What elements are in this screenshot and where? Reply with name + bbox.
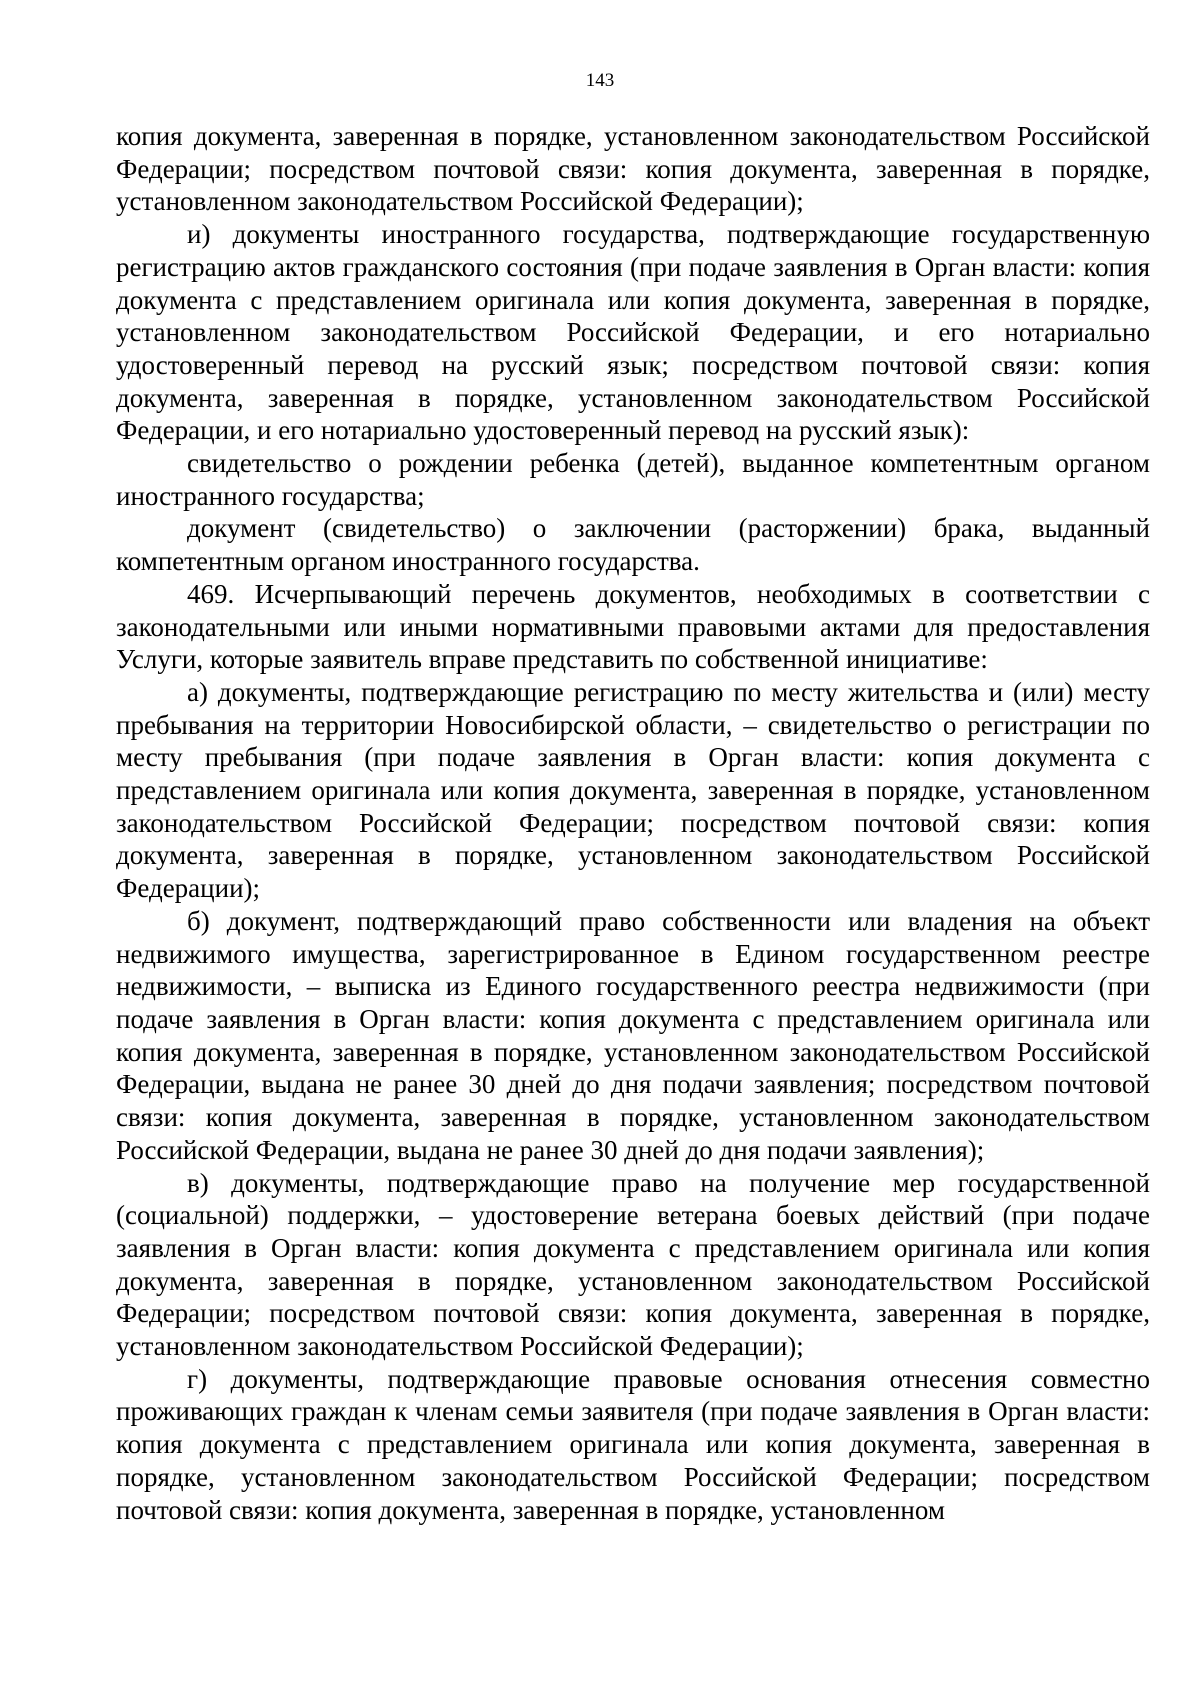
paragraph: и) документы иностранного государства, подтверждающие государственную регистрацию актов гражданского состояния (при подаче заявления в Орган власти: копия документа с представлением оригинала или копия документа, заверенная в порядке, установленном законодательством Российской Федерации, и его нотариально удостоверенный перевод на русский язык; посредством почтовой связи: копия документа, заверенная в порядке, установленном законодательством Российской Федерации, и его нотариально удостоверенный перевод на русский язык): (116, 219, 1150, 446)
paragraph: 469. Исчерпывающий перечень документов, необходимых в соответствии с законодательными или иными нормативными правовыми актами для предоставления Услуги, которые заявитель вправе представить по собственной инициативе: (116, 578, 1150, 675)
paragraph: а) документы, подтверждающие регистрацию по месту жительства и (или) месту пребывания на территории Новосибирской области, – свидетельство о регистрации по месту пребывания (при подаче заявления в Орган власти: копия документа с представлением оригинала или копия документа, заверенная в порядке, установленном законодательством Российской Федерации; посредством почтовой связи: копия документа, заверенная в порядке, установленном законодательством Российской Федерации); (116, 676, 1150, 904)
paragraph: б) документ, подтверждающий право собственности или владения на объект недвижимого имущества, зарегистрированное в Едином государственном реестре недвижимости, – выписка из Единого государственного реестра недвижимости (при подаче заявления в Орган власти: копия документа с представлением оригинала или копия документа, заверенная в порядке, установленном законодательством Российской Федерации, выдана не ранее 30 дней до дня подачи заявления; посредством почтовой связи: копия документа, заверенная в порядке, установленном законодательством Российской Федерации, выдана не ранее 30 дней до дня подачи заявления); (116, 905, 1150, 1165)
paragraph: копия документа, заверенная в порядке, установленном законодательством Российской Федерации; посредством почтовой связи: копия документа, заверенная в порядке, установленном законодательством Российской Федерации); (116, 121, 1150, 217)
paragraph: документ (свидетельство) о заключении (расторжении) брака, выданный компетентным органом иностранного государства. (116, 513, 1150, 577)
page-number: 143 (585, 70, 615, 91)
paragraph: в) документы, подтверждающие право на получение мер государственной (социальной) поддержки, – удостоверение ветерана боевых действий (при подаче заявления в Орган власти: копия документа с представлением оригинала или копия документа, заверенная в порядке, установленном законодательством Российской Федерации; посредством почтовой связи: копия документа, заверенная в порядке, установленном законодательством Российской Федерации); (116, 1167, 1150, 1362)
paragraph: свидетельство о рождении ребенка (детей), выданное компетентным органом иностранного государства; (116, 448, 1150, 511)
paragraph: г) документы, подтверждающие правовые основания отнесения совместно проживающих граждан к членам семьи заявителя (при подаче заявления в Орган власти: копия документа с представлением оригинала или копия документа, заверенная в порядке, установленном законодательством Российской Федерации; посредством почтовой связи: копия документа, заверенная в порядке, установленном (116, 1363, 1150, 1525)
document-body (116, 120, 1150, 1526)
